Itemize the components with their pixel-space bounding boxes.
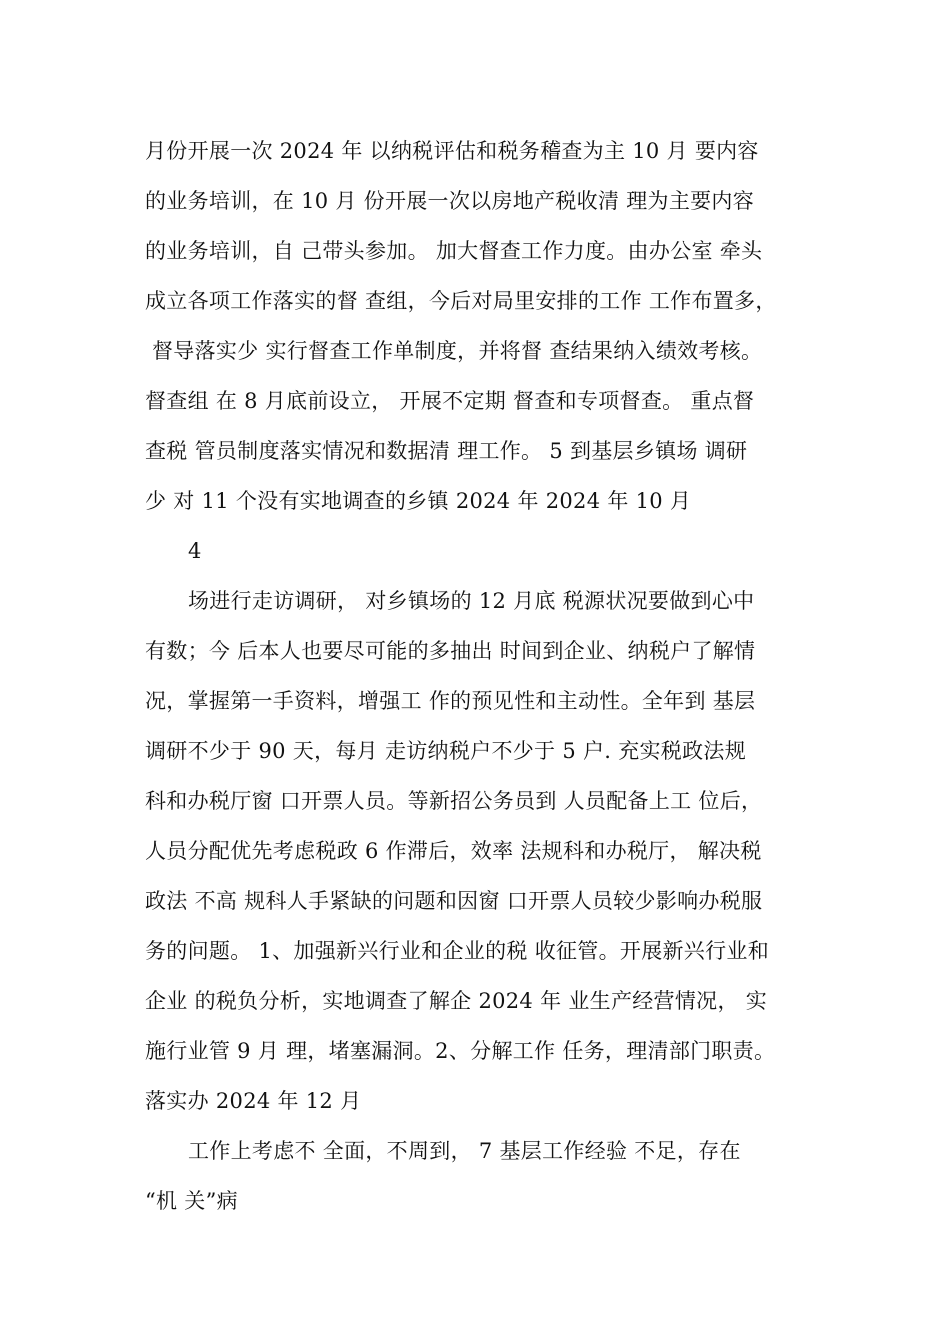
text-line: 场进行走访调研， 对乡镇场的 12 月底 税源状况要做到心中: [188, 589, 755, 613]
text-line: 查税 管员制度落实情况和数据清 理工作。 5 到基层乡镇场 调研: [145, 439, 748, 463]
text-line: 落实办 2024 年 12 月: [145, 1089, 362, 1113]
text-line: 施行业管 9 月 理，堵塞漏洞。2、分解工作 任务，理清部门职责。: [145, 1039, 776, 1063]
text-line: 人员分配优先考虑税政 6 作滞后，效率 法规科和办税厅， 解决税: [145, 839, 762, 863]
text-line: 科和办税厅窗 口开票人员。等新招公务员到 人员配备上工 位后，: [145, 789, 763, 813]
text-line: 成立各项工作落实的督 查组，今后对局里安排的工作 工作布置多，: [145, 289, 777, 313]
page-number-marker: 4: [188, 539, 202, 563]
text-line: 督导落实少 实行督查工作单制度，并将督 查结果纳入绩效考核。: [145, 339, 763, 363]
text-line: 少 对 11 个没有实地调查的乡镇 2024 年 2024 年 10 月: [145, 489, 692, 513]
text-line: 督查组 在 8 月底前设立， 开展不定期 督查和专项督查。 重点督: [145, 389, 755, 413]
text-line: 的业务培训，在 10 月 份开展一次以房地产税收清 理为主要内容: [145, 189, 755, 213]
text-line: 的业务培训，自 己带头参加。 加大督查工作力度。由办公室 牵头: [145, 239, 763, 263]
text-line: 务的问题。 1、加强新兴行业和企业的税 收征管。开展新兴行业和: [145, 939, 770, 963]
text-line: 工作上考虑不 全面，不周到， 7 基层工作经验 不足，存在: [188, 1139, 741, 1163]
text-line: 月份开展一次 2024 年 以纳税评估和税务稽查为主 10 月 要内容: [145, 139, 759, 163]
text-line: 有数；今 后本人也要尽可能的多抽出 时间到企业、纳税户了解情: [145, 639, 756, 663]
text-line: 况，掌握第一手资料，增强工 作的预见性和主动性。全年到 基层: [145, 689, 756, 713]
text-line: “机 关”病: [145, 1189, 238, 1213]
text-line: 政法 不高 规科人手紧缺的问题和因窗 口开票人员较少影响办税服: [145, 889, 763, 913]
text-line: 调研不少于 90 天，每月 走访纳税户不少于 5 户. 充实税政法规: [145, 739, 747, 763]
text-line: 企业 的税负分析，实地调查了解企 2024 年 业生产经营情况， 实: [145, 989, 768, 1013]
